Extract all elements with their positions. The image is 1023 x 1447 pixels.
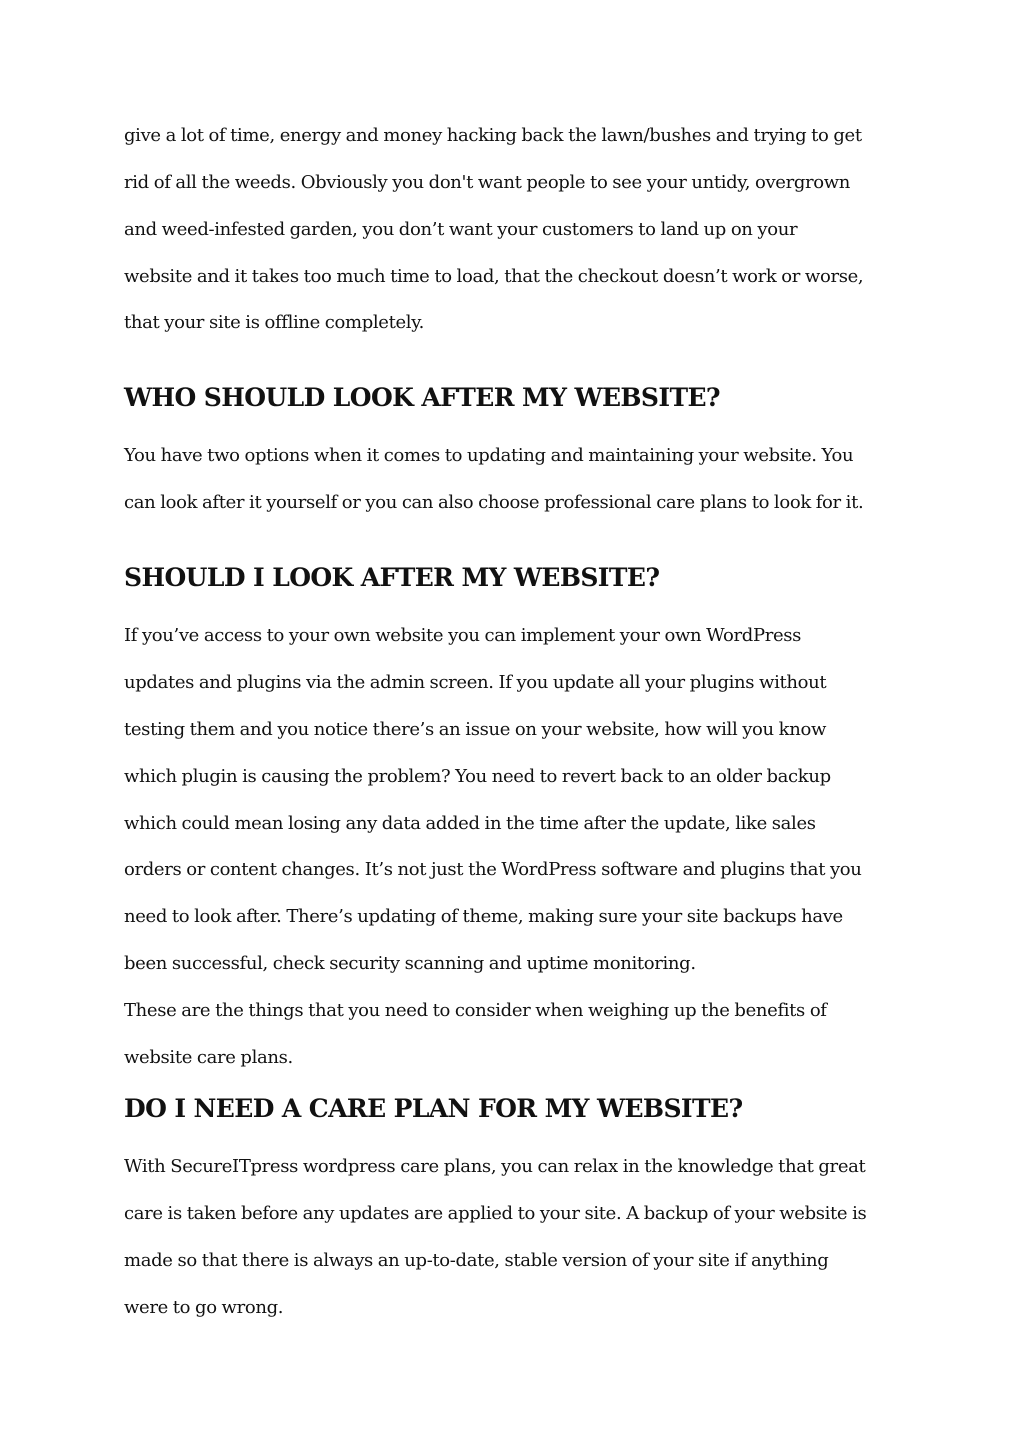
section-heading: SHOULD I LOOK AFTER MY WEBSITE? (124, 563, 660, 592)
intro-line: and weed-infested garden, you don’t want your customers to land up on your (124, 219, 798, 240)
paragraph-line: were to go wrong. (124, 1297, 284, 1318)
paragraph-line: If you’ve access to your own website you can implement your own WordPress (124, 625, 802, 646)
paragraph-line: can look after it yourself or you can also choose professional care plans to look for it. (124, 492, 864, 513)
paragraph-line: updates and plugins via the admin screen. If you update all your plugins without (124, 672, 827, 693)
paragraph-line: which could mean losing any data added in the time after the update, like sales (124, 813, 816, 834)
section-heading: WHO SHOULD LOOK AFTER MY WEBSITE? (124, 383, 720, 412)
paragraph-line: care is taken before any updates are applied to your site. A backup of your website is (124, 1203, 867, 1224)
paragraph-line: You have two options when it comes to updating and maintaining your website. You (124, 445, 854, 466)
paragraph-line: These are the things that you need to consider when weighing up the benefits of (124, 1000, 827, 1021)
paragraph-line: which plugin is causing the problem? You need to revert back to an older backup (124, 766, 831, 787)
paragraph-line: website care plans. (124, 1047, 293, 1068)
paragraph-line: With SecureITpress wordpress care plans, you can relax in the knowledge that great (124, 1156, 866, 1177)
paragraph-line: orders or content changes. It’s not just the WordPress software and plugins that you (124, 859, 862, 880)
paragraph-line: been successful, check security scanning and uptime monitoring. (124, 953, 696, 974)
paragraph-line: made so that there is always an up-to-date, stable version of your site if anything (124, 1250, 829, 1271)
intro-line: rid of all the weeds. Obviously you don't want people to see your untidy, overgrown (124, 172, 851, 193)
intro-line: website and it takes too much time to load, that the checkout doesn’t work or worse, (124, 266, 864, 287)
paragraph-line: need to look after. There’s updating of theme, making sure your site backups have (124, 906, 843, 927)
intro-line: give a lot of time, energy and money hacking back the lawn/bushes and trying to get (124, 125, 862, 146)
section-heading: DO I NEED A CARE PLAN FOR MY WEBSITE? (124, 1094, 743, 1123)
intro-line: that your site is offline completely. (124, 312, 425, 333)
paragraph-line: testing them and you notice there’s an issue on your website, how will you know (124, 719, 826, 740)
